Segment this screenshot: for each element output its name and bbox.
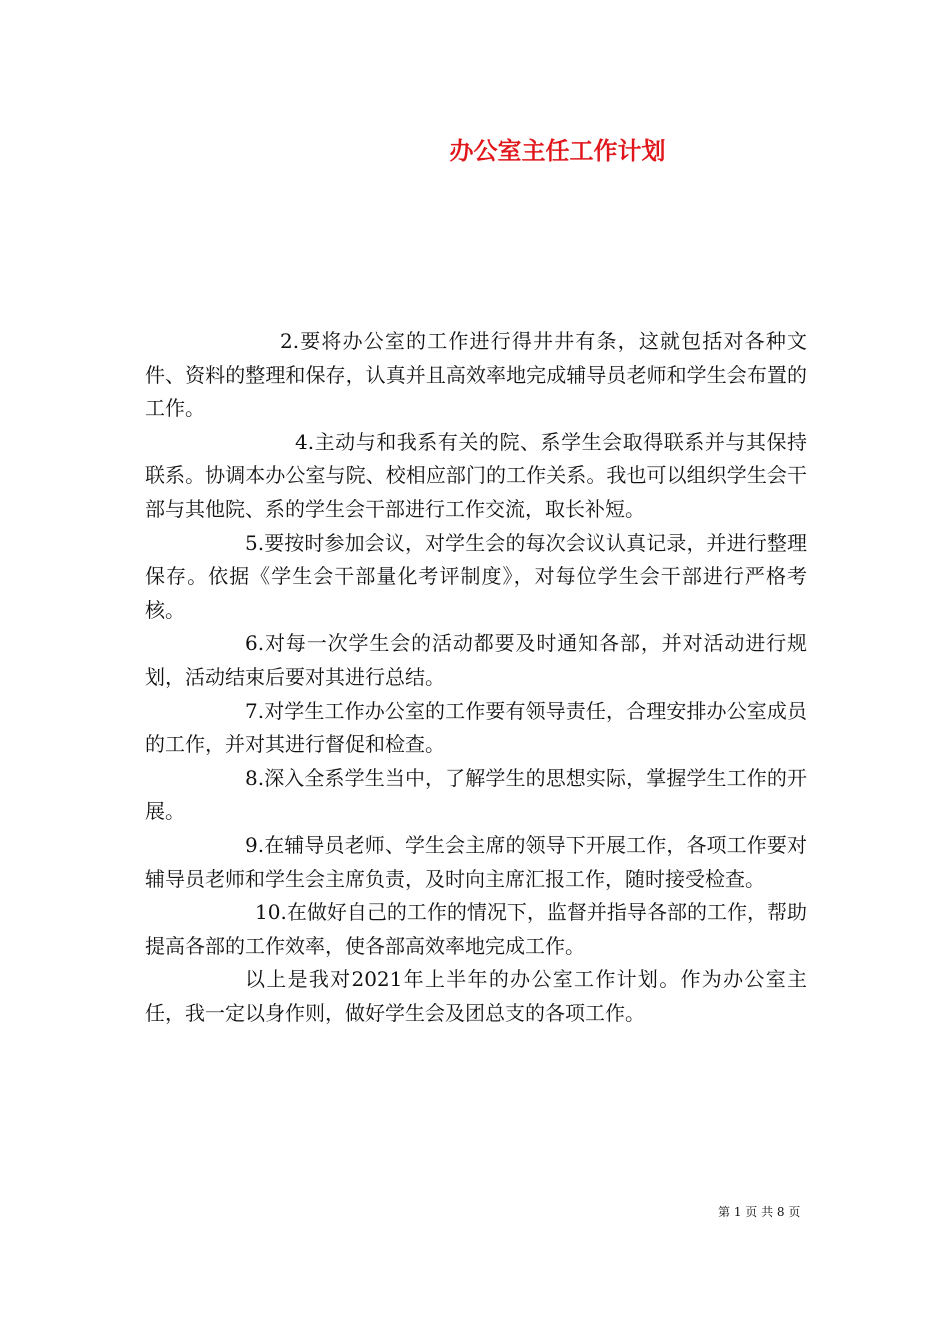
paragraph-item-9: 9.在辅导员老师、学生会主席的领导下开展工作，各项工作要对辅导员老师和学生会主席负责，及时向主席汇报工作，随时接受检查。 xyxy=(145,832,807,891)
document-body xyxy=(145,325,807,1030)
paragraph-item-7: 7.对学生工作办公室的工作要有领导责任，合理安排办公室成员的工作，并对其进行督促和检查。 xyxy=(145,698,807,757)
paragraph-item-5: 5.要按时参加会议，对学生会的每次会议认真记录，并进行整理保存。依据《学生会干部量化考评制度》，对每位学生会干部进行严格考核。 xyxy=(145,530,807,622)
paragraph-item-6: 6.对每一次学生会的活动都要及时通知各部，并对活动进行规划，活动结束后要对其进行总结。 xyxy=(145,631,807,689)
paragraph-conclusion: 以上是我对2021年上半年的办公室工作计划。作为办公室主任，我一定以身作则，做好学生会及团总支的各项工作。 xyxy=(145,967,807,1025)
paragraph-item-4: 4.主动与和我系有关的院、系学生会取得联系并与其保持联系。协调本办公室与院、校相应部门的工作关系。我也可以组织学生会干部与其他院、系的学生会干部进行工作交流，取长补短。 xyxy=(145,429,807,521)
paragraph-item-10: 10.在做好自己的工作的情况下，监督并指导各部的工作，帮助提高各部的工作效率，使各部高效率地完成工作。 xyxy=(145,900,807,958)
page-number: 第 1 页 共 8 页 xyxy=(718,1205,801,1219)
paragraph-item-2: 2.要将办公室的工作进行得井井有条，这就包括对各种文件、资料的整理和保存，认真并且高效率地完成辅导员老师和学生会布置的工作。 xyxy=(145,329,807,421)
document-title: 办公室主任工作计划 xyxy=(449,136,666,165)
paragraph-item-8: 8.深入全系学生当中，了解学生的思想实际，掌握学生工作的开展。 xyxy=(145,765,807,824)
